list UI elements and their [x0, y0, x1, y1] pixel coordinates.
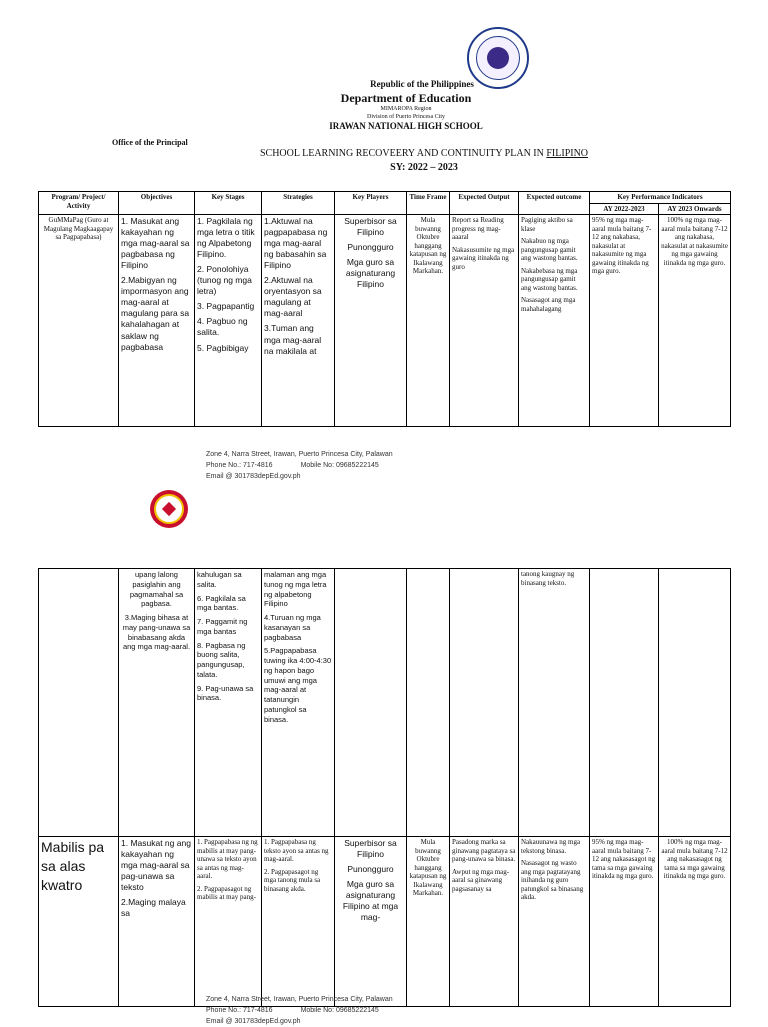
cell-expected-outcome: tanong kaugnay ng binasang teksto. — [519, 569, 590, 837]
republic-heading: Republic of the Philippines — [370, 79, 474, 89]
region-heading: MIMAROPA Region — [380, 106, 432, 112]
cell-expected-outcome: Nakauunawa ng mga tekstong binasa. Nasasagot ng wasto ang mga pagtatayang inihanda ng guro patungkol sa binasang akda. — [519, 837, 590, 1007]
cell-time-frame: Mula buwanng Oktubre hanggang katapusan ng Ikalawang Markahan. — [407, 837, 450, 1007]
cell-ay-2023: 100% ng mga mag-aaral mula baitang 7-12 ang nakabasa, nakasulat at nakasumite ng mga gawaing itinakda ng mga guro. — [659, 215, 731, 427]
table-row — [39, 569, 731, 837]
table-row — [39, 215, 731, 427]
footer-address: Zone 4, Narra Street, Irawan, Puerto Princesa City, Palawan — [206, 451, 393, 458]
cell-time-frame — [407, 569, 450, 837]
col-program: Program/ Project/ Activity — [39, 192, 119, 215]
cell-ay-2022 — [590, 569, 659, 837]
division-heading: Division of Puerto Princesa City — [367, 114, 445, 120]
school-logo — [150, 490, 188, 528]
cell-ay-2022: 95% ng mga mag-aaral mula baitang 7-12 ang nakasasagot ng tama sa mga gawaing itinakda ng mga guro. — [590, 837, 659, 1007]
cell-ay-2023 — [659, 569, 731, 837]
footer-phone-line: Phone No.: 717-4816 Mobile No: 09685222145 — [206, 1007, 379, 1014]
cell-ay-2023: 100% ng mga mag-aaral mula baitang 7-12 ang nakasasagot ng tama sa mga gawaing itinakda ng mga guro. — [659, 837, 731, 1007]
school-year: SY: 2022 – 2023 — [390, 162, 458, 173]
cell-key-players — [335, 569, 407, 837]
cell-program — [39, 569, 119, 837]
cell-key-players: Superbisor sa Filipino Punongguro Mga guro sa asignaturang Filipino — [335, 215, 407, 427]
cell-key-players: Superbisor sa Filipino Punongguro Mga guro sa asignaturang Filipino at mga mag- — [335, 837, 407, 1007]
cell-program: GuMMaPag (Guro at Magulang Magkaagapay sa Pagpapabasa) — [39, 215, 119, 427]
cell-objectives: 1. Masukat ang kakayahan ng mga mag-aaral sa pagbabasa ng Filipino 2.Mabigyan ng impormasyon ang mag-aaral at magulang para sa kahalahagan at saklaw ng pagbabasa — [119, 215, 195, 427]
col-key-stages: Key Stages — [195, 192, 262, 215]
school-heading: IRAWAN NATIONAL HIGH SCHOOL — [329, 121, 483, 131]
cell-expected-output — [450, 569, 519, 837]
cell-key-stages: kahulugan sa salita. 6. Pagkilala sa mga bantas. 7. Paggamit ng mga bantas 8. Pagbasa ng buong salita, pangungusap, talata. 9. Pag-unawa sa binasa. — [195, 569, 262, 837]
cell-program: Mabilis pa sa alas kwatro — [39, 837, 119, 1007]
footer-address: Zone 4, Narra Street, Irawan, Puerto Princesa City, Palawan — [206, 996, 393, 1003]
col-ay-2023: AY 2023 Onwards — [659, 203, 731, 215]
cell-objectives: upang lalong pasiglahin ang pagmamahal sa pagbasa. 3.Maging bihasa at may pang-unawa sa binabasang akda ang mga mag-aaral. — [119, 569, 195, 837]
col-expected-outcome: Expected outcome — [519, 192, 590, 215]
footer-email: Email @ 301783depEd.gov.ph — [206, 473, 301, 480]
cell-objectives: 1. Masukat ng ang kakayahan ng mga mag-aaral sa pag-unawa sa teksto 2.Maging malaya sa — [119, 837, 195, 1007]
col-key-players: Key Players — [335, 192, 407, 215]
cell-expected-output: Pasadong marka sa ginawang pagtataya sa pang-unawa sa binasa. Awput ng mga mag-aaral sa ginawang pagsasanay sa — [450, 837, 519, 1007]
footer-page2 — [206, 994, 393, 1027]
cell-expected-outcome: Pagiging aktibo sa klase Nakabuo ng mga pangungusap gamit ang wastong bantas. Nakabebasa ng mga pangungusap gamit ang wastong bantas. Nasasagot ang mga mahahalagang — [519, 215, 590, 427]
footer-page1 — [206, 449, 393, 482]
footer-email: Email @ 301783depEd.gov.ph — [206, 1018, 301, 1025]
col-expected-output: Expected Output — [450, 192, 519, 215]
cell-expected-output: Report sa Reading progress ng mag-aaaral Nakasusumite ng mga gawaing itinakda ng guro — [450, 215, 519, 427]
col-ay-2022: AY 2022-2023 — [590, 203, 659, 215]
col-kpi: Key Performance Indicators — [590, 192, 731, 204]
table-row — [39, 837, 731, 1007]
cell-time-frame: Mula buwanng Oktubre hanggang katapusan ng Ikalawang Markahan. — [407, 215, 450, 427]
cell-key-stages: 1. Pagkilala ng mga letra o titik ng Alpabetong Filipino. 2. Ponolohiya (tunog ng mga letra) 3. Pagpapantig 4. Pagbuo ng salita. 5. Pagbibigay — [195, 215, 262, 427]
cell-strategies: malaman ang mga tunog ng mga letra ng alpabetong Filipino 4.Turuan ng mga kasanayan sa pagbabasa 5.Pagpapabasa tuwing ika 4:00-4:30 ng hapon bago umuwi ang mga mag-aaral at tatanungin patungkol sa binasa. — [262, 569, 335, 837]
office-label: Office of the Principal — [112, 138, 188, 147]
cell-key-stages: 1. Pagpapabasa ng ng mabilis at may pang-unawa sa teksto ayon sa antas ng mag-aaral. 2. Pagpapasagot ng mabilis at may pang- — [195, 837, 262, 1007]
department-heading: Department of Education — [340, 91, 472, 105]
col-time-frame: Time Frame — [407, 192, 450, 215]
plan-table-page2 — [38, 568, 731, 1007]
plan-table-page1 — [38, 191, 731, 427]
col-strategies: Strategies — [262, 192, 335, 215]
col-objectives: Objectives — [119, 192, 195, 215]
cell-ay-2022: 95% ng mga mag-aaral mula baitang 7-12 ang nakabasa, nakasulat at nakasumite ng mga gawaing itinakda ng mga guro. — [590, 215, 659, 427]
footer-phone-line: Phone No.: 717-4816 Mobile No: 09685222145 — [206, 462, 379, 469]
document-title: SCHOOL LEARNING RECOVEERY AND CONTINUITY PLAN IN FILIPINO — [259, 148, 589, 159]
cell-strategies: 1. Pagpapabasa ng teksto ayon sa antas ng mag-aaral. 2. Pagpapasagot ng mga tanong mula sa binasang akda. — [262, 837, 335, 1007]
cell-strategies: 1.Aktuwal na pagpapabasa ng mga mag-aaral ng babasahin sa Filipino 2.Aktuwal na oryentasyon sa magulang at mag-aaral 3.Tuman ang mga mag-aaral na makilala at — [262, 215, 335, 427]
